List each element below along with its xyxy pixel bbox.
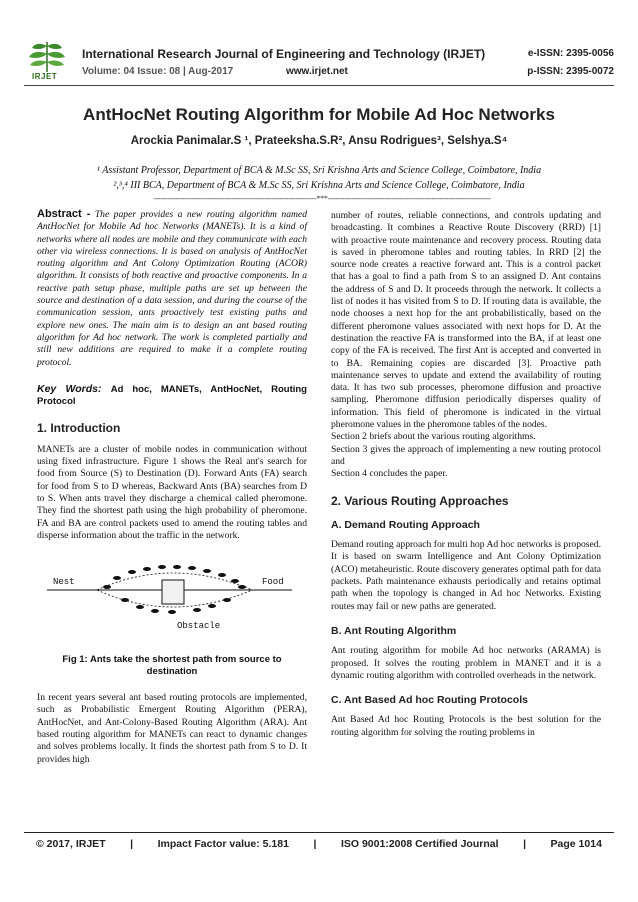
volume-info: Volume: 04 Issue: 08 | Aug-2017 [82, 66, 234, 77]
abstract-label: Abstract - [37, 208, 91, 220]
subsection-c-text: Ant Based Ad hoc Routing Protocols is the best solution for the routing algorithm for solving the routing problems in [331, 714, 601, 738]
figure-caption: Fig 1: Ants take the shortest path from source to destination [62, 654, 282, 678]
pissn: p-ISSN: 2395-0072 [527, 66, 614, 77]
nest-label: Nest [53, 577, 75, 588]
affiliation-2: ²,³,⁴ III BCA, Department of BCA & M.Sc SS, Sri Krishna Arts and Science College, Coimbatore, India [113, 180, 525, 191]
footer-separator: | [130, 838, 134, 850]
footer-copyright: © 2017, IRJET [36, 838, 106, 850]
section-2-summary: Section 2 briefs about the various routing algorithms. [331, 431, 536, 443]
keywords [37, 383, 307, 409]
section-3-summary: Section 3 gives the approach of implementing a new routing protocol and [331, 443, 601, 467]
right-para-1: number of routes, reliable connections, and controls updating and broadcasting. It combines a Reactive Route Discovery (RRD) [1] with proactive route maintenance and recovery process. Routing data is saved in pheromone tables and routing tables. In RRD [2] the source node creates a reactive forward ant. This is a control packet that has a goal to find a path from S to an assigned D. Ant contains the address of S and D. It proceeds through the network. It collects a list of nodes it has visited from S to D. If routing data is available, the node chooses a next hop for the ant probabilistically, based on the different pheromone values associated with next hops for D. At the destination the reactive FA is transformed into the BA, if at least one copy of the FA is received. The first Ant is accepted and converted in to BA. Remaining copies are discarded [3]. Proactive path maintenance serves to update and extend the availability of routing data. It has two sub processes, pheromone diffusion and proactive sampling. Pheromone diffusion periodically disperses quality of information. This field of pheromone is indicated in the virtual pheromone values in the pheromone tables of the nodes. [331, 210, 601, 431]
obstacle-block [162, 580, 184, 604]
journal-website[interactable]: www.irjet.net [286, 66, 348, 77]
logo-text: IRJET [32, 72, 58, 81]
keywords-colon: : [97, 382, 111, 395]
subsection-a-heading: A. Demand Routing Approach [331, 518, 480, 531]
subsection-b-text: Ant routing algorithm for mobile Ad hoc networks (ARAMA) is proposed. It solves the routing problem in MANET and it is a dynamic routing algorithm with controlled overheads in the network. [331, 645, 601, 681]
paper-title: AntHocNet Routing Algorithm for Mobile Ad Hoc Networks [83, 105, 555, 124]
subsection-b-heading: B. Ant Routing Algorithm [331, 624, 457, 637]
affiliation-1: ¹ Assistant Professor, Department of BCA & M.Sc SS, Sri Krishna Arts and Science College, Coimbatore, India [96, 165, 542, 176]
right-column [331, 210, 601, 739]
footer-iso: ISO 9001:2008 Certified Journal [340, 838, 499, 850]
abstract [37, 208, 307, 369]
journal-name: International Research Journal of Engineering and Technology (IRJET) [82, 47, 486, 61]
intro-text: MANETs are a cluster of mobile nodes in communication without using fixed infrastructure. Figure 1 shows the Real ant's search for food from Source (S) to Destination (D). Forward Ants (FA) search for food from S to D whereas, Backward Ants (BA) searches from D to S. When ants travel they discharge a chemical called pheromone. They find the shortest path using the high probability of pheromone. FA and BA are control packets used to amend the routing tables and disperse information about the traffic in the network. [37, 443, 307, 541]
subsection-c-heading: C. Ant Based Ad hoc Routing Protocols [331, 694, 528, 707]
keywords-text: Ad hoc, MANETs, AntHocNet, Routing Protocol [37, 383, 307, 408]
eissn: e-ISSN: 2395-0056 [527, 48, 614, 59]
ant-path-figure [37, 560, 307, 640]
keywords-label: Key Words [37, 382, 98, 395]
obstacle-label: Obstacle [177, 621, 221, 632]
subsection-a-text: Demand routing approach for multi hop Ad hoc networks is proposed. It is based on swarm Intelligence and Ant Colony Optimization (ACO) metaheuristic. Route discovery generates optimal path for data packets. Path maintenance exhausts periodically and retains optimal path when the topology is changed in Ad hoc Networks. Existing routes may fail or new paths are generated. [331, 539, 601, 612]
leaf-icon [24, 38, 70, 74]
left-column [37, 208, 307, 766]
irjet-logo [24, 38, 70, 84]
section-4-summary: Section 4 concludes the paper. [331, 468, 448, 480]
header-divider [24, 85, 614, 86]
footer-impact-factor: Impact Factor value: 5.181 [157, 838, 289, 850]
ant-path-diagram [37, 560, 307, 640]
footer-page-number: Page 1014 [550, 838, 602, 850]
paper-authors: Arockia Panimalar.S ¹, Prateeksha.S.R², Ansu Rodrigues³, Selshya.S⁴ [130, 135, 508, 147]
section-separator: ---------------------------------------------------------------------***--------------------------------------------------------------------- [153, 194, 491, 203]
footer-divider [24, 832, 614, 833]
journal-header [24, 38, 614, 86]
intro-heading: 1. Introduction [37, 421, 121, 436]
food-label: Food [262, 577, 284, 588]
section-2-heading: 2. Various Routing Approaches [331, 493, 509, 508]
abstract-text: The paper provides a new routing algorithm named AntHocNet for Mobile Ad hoc Networks (MANETs). It is a kind of networks where all nodes are mobile and they communicate with each other via wireless connections. It is based on analysis of AntHocNet routing algorithm and Ant Colony Optimization Routing (ACOR) algorithm. It consists of both reactive and proactive components. In a reactive path setup phase, multiple paths are set up between the source and destination of a data session, and during the course of the communication session, ants proactively test existing paths and explore new ones. The main aim is to design an ant based routing algorithm for Ad hoc network. The work is completed partially and still new additions are required to make it a complete routing protocol. [37, 209, 307, 368]
left-para-2: In recent years several ant based routing protocols are implemented, such as Probabilistic Emergent Routing Algorithm (PERA), AntHocNet, and Ant-Colony-Based Routing Algorithm (ARA). Ant based routing algorithm for MANETs can react to dynamic changes and solves problems locally. It finds the shortest path from S to D. It provides high [37, 692, 307, 765]
footer-separator: | [523, 838, 527, 850]
footer-separator: | [313, 838, 317, 850]
page-footer [24, 838, 614, 850]
